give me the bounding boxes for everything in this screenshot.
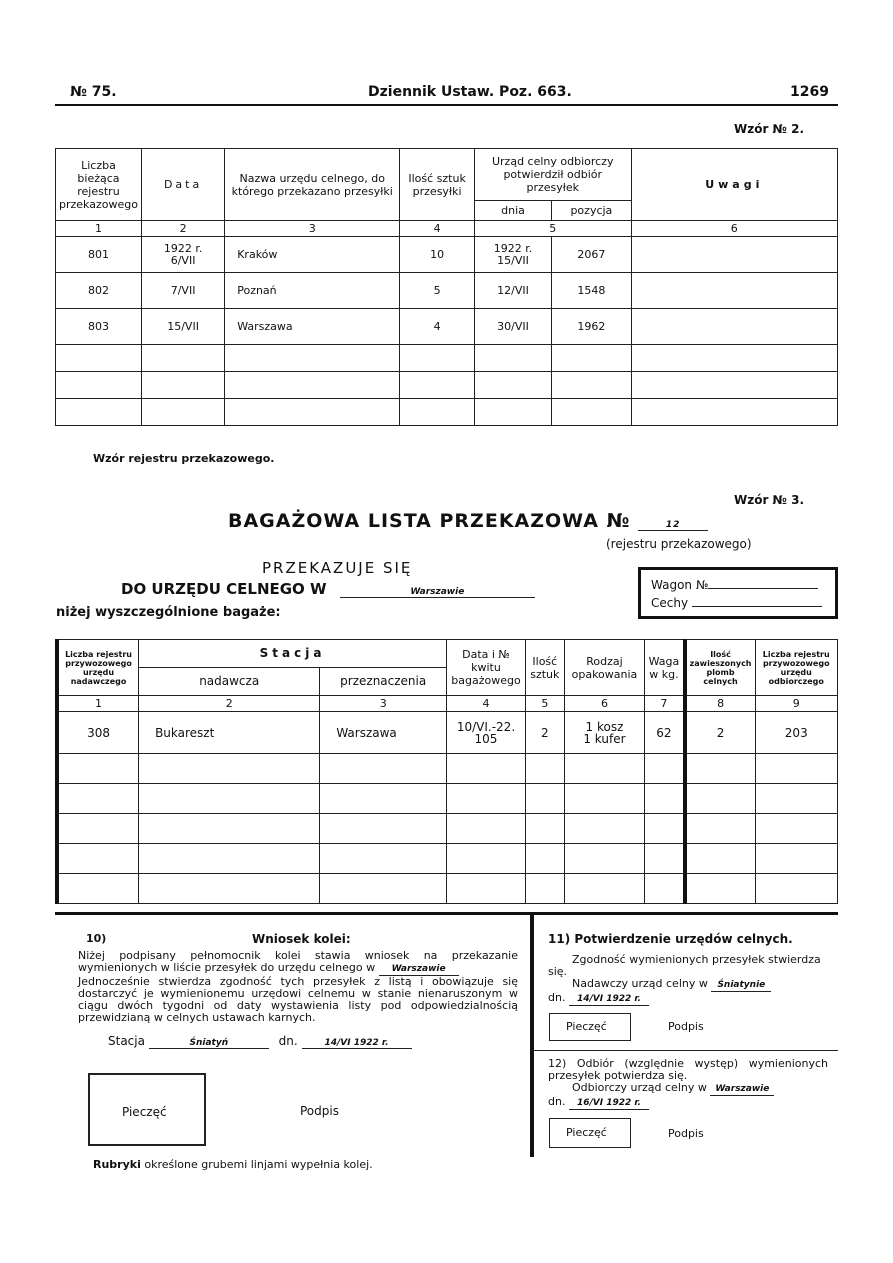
col-number: 1: [56, 221, 142, 237]
cell-packaging: [564, 712, 644, 754]
wniosek-section: [78, 932, 518, 1049]
potwierdzenie-title: Potwierdzenie urzędów celnych.: [574, 932, 793, 946]
footnote-bold: Rubryki: [93, 1158, 141, 1171]
wniosek-paragraph-1: [78, 950, 518, 976]
table-row: [56, 237, 838, 273]
cell-position: 1962: [552, 309, 631, 345]
form3-label: Wzór № 3.: [734, 493, 805, 507]
wniosek-stamp-box: [88, 1073, 206, 1146]
odbior-dn-label: dn.: [548, 1095, 566, 1108]
col-header-pieces: Ilość sztuk: [525, 640, 564, 696]
odbior-odbiorczy: Odbiorczy urząd celny w: [572, 1081, 707, 1094]
table-row: [57, 784, 838, 814]
potwierdzenie-nadawczy: Nadawczy urząd celny w: [572, 977, 708, 990]
form3-title-text: BAGAŻOWA LISTA PRZEKAZOWA №: [228, 510, 631, 532]
table-row: [56, 309, 838, 345]
odbior-num: 12): [548, 1057, 567, 1070]
do-urzedu-text: DO URZĘDU CELNEGO W: [121, 580, 327, 598]
footnote: [93, 1158, 373, 1171]
col-header-register-in: Liczba rejestru przywozowego urzędu nadawczego: [57, 640, 139, 696]
col-number: 5: [525, 696, 564, 712]
receipt-date: 10/VI.-22.: [456, 719, 516, 734]
cell-count: 10: [400, 237, 475, 273]
col-number: 5: [474, 221, 631, 237]
footnote-text: określone grubemi linjami wypełnia kolej.: [144, 1158, 373, 1171]
wniosek-stacja-value: Śniatyń: [149, 1038, 269, 1049]
col-header-remarks: Uwagi: [631, 149, 837, 221]
wagon-box: [638, 567, 838, 619]
cell-date: 7/VII: [141, 273, 224, 309]
cell-nr: 803: [56, 309, 142, 345]
odbior-stamp-box: [549, 1118, 631, 1148]
cell-date: [141, 237, 224, 273]
cell-receipt: [447, 712, 526, 754]
cell-office: Warszawa: [225, 309, 400, 345]
form2-caption: Wzór rejestru przekazowego.: [93, 452, 275, 465]
potwierdzenie-podpis: Podpis: [668, 1020, 704, 1033]
table-row: [56, 372, 838, 399]
col-number: 4: [447, 696, 526, 712]
cell-office: Kraków: [225, 237, 400, 273]
col-header-count: Ilość sztuk przesyłki: [400, 149, 475, 221]
baggage-list-table: [55, 639, 838, 904]
journal-title: Dziennik Ustaw. Poz. 663.: [368, 84, 572, 100]
register-note: (rejestru przekazowego): [606, 537, 752, 551]
odbior-dn-value: 16/VI 1922 r.: [569, 1097, 649, 1110]
wniosek-station-line: [78, 1034, 518, 1049]
table-row: [56, 345, 838, 372]
potwierdzenie-office-line: [548, 978, 828, 992]
col-number: 6: [631, 221, 837, 237]
form2-label: Wzór № 2.: [734, 122, 805, 136]
subcol-day: dnia: [474, 201, 551, 221]
page-number: 1269: [790, 84, 829, 100]
wniosek-text-2: Jednocześnie stwierdza zgodność tych przesyłek z listą i obowiązuje się dostarczyć je wymienionemu urzędowi celnemu w stanie nienaruszonym w ciągu dwóch tygodni od daty wystawienia listy pod odpowiedzialnością przewidzianą w celnych ustawach karnych.: [78, 975, 518, 1024]
date-value: 6/VII: [170, 253, 196, 267]
subcol-destination: przeznaczenia: [320, 668, 447, 696]
col-number: 2: [139, 696, 320, 712]
bottom-divider: [530, 914, 534, 1157]
cell-nr: 802: [56, 273, 142, 309]
potwierdzenie-date-line: [548, 992, 828, 1006]
col-number: 1: [57, 696, 139, 712]
col-header-station: Stacja: [139, 640, 447, 668]
col-header-register-out: Liczba rejestru przywozowego urzędu odbiorczego: [755, 640, 838, 696]
potwierdzenie-pieczec: Pieczęć: [566, 1020, 607, 1033]
przekazuje-heading: PRZEKAZUJE SIĘ: [262, 559, 413, 577]
wniosek-text-1: Niżej podpisany pełnomocnik kolei stawia wniosek na przekazanie wymienionych w liście przesyłek do urzędu celnego w: [78, 949, 518, 974]
col-number: 3: [320, 696, 447, 712]
odbior-text: Odbiór (względnie występ) wymienionych przesyłek potwierdza się.: [548, 1057, 828, 1082]
potwierdzenie-text: Zgodność wymienionych przesyłek stwierdza się.: [548, 953, 821, 978]
packaging-1: 1 kosz: [585, 719, 624, 734]
col-header-date: Data: [141, 149, 224, 221]
potwierdzenie-nadawczy-value: Śniatynie: [711, 979, 771, 992]
wniosek-dn-value: 14/VI 1922 r.: [302, 1038, 412, 1049]
odbior-date-line: [548, 1096, 828, 1110]
odbior-pieczec: Pieczęć: [566, 1126, 607, 1139]
col-number: 8: [685, 696, 755, 712]
cell-position: 1548: [552, 273, 631, 309]
wniosek-dn-label: dn.: [278, 1034, 298, 1048]
col-number: 2: [141, 221, 224, 237]
table-row: [57, 874, 838, 904]
cell-sending: Bukareszt: [139, 712, 320, 754]
transfer-register-table: [55, 148, 838, 426]
odbior-podpis: Podpis: [668, 1127, 704, 1140]
cell-day: 30/VII: [474, 309, 551, 345]
nizej-text: niżej wyszczególnione bagaże:: [56, 605, 281, 620]
cell-pieces: 2: [525, 712, 564, 754]
issue-number: № 75.: [70, 84, 117, 100]
potwierdzenie-dn-label: dn.: [548, 991, 566, 1004]
wniosek-heading: [78, 932, 518, 948]
form3-title: [228, 510, 708, 532]
day-value: 15/VII: [497, 253, 529, 267]
odbior-odbiorczy-value: Warszawie: [710, 1083, 774, 1096]
odbior-section: [548, 1058, 828, 1110]
cell-day: 12/VII: [474, 273, 551, 309]
receipt-number: 105: [474, 731, 498, 746]
cechy-line: [651, 594, 825, 612]
do-urzedu-value: Warszawie: [340, 587, 535, 598]
cell-day: [474, 237, 551, 273]
year-note: 1922 r.: [163, 241, 203, 255]
table-row: [56, 399, 838, 426]
odbior-office-line: [548, 1082, 828, 1096]
table-row: [57, 844, 838, 874]
cell-seals: 2: [685, 712, 755, 754]
potwierdzenie-section: [548, 932, 828, 1006]
col-header-office-name: Nazwa urzędu celnego, do którego przekazano przesyłki: [225, 149, 400, 221]
cechy-label: Cechy: [651, 596, 689, 610]
do-urzedu-heading: [121, 580, 535, 598]
cell-register-out: 203: [755, 712, 838, 754]
cell-destination: Warszawa: [320, 712, 447, 754]
header-rule: [55, 104, 838, 106]
wagon-label: Wagon №: [651, 578, 709, 592]
cell-count: 4: [400, 309, 475, 345]
col-number: 3: [225, 221, 400, 237]
col-header-register-no: Liczba bieżąca rejestru przekazowego: [56, 149, 142, 221]
col-number: 6: [564, 696, 644, 712]
potwierdzenie-stamp-box: [549, 1013, 631, 1041]
wniosek-pieczec: Pieczęć: [122, 1105, 167, 1119]
col-header-confirmed: Urząd celny odbiorczy potwierdził odbiór przesyłek: [474, 149, 631, 201]
right-divider: [534, 1050, 838, 1051]
cell-register-in: 308: [57, 712, 139, 754]
wniosek-title: Wniosek kolei:: [252, 932, 351, 946]
subcol-sending: nadawcza: [139, 668, 320, 696]
wniosek-num: 10): [86, 932, 107, 945]
col-header-weight: Waga w kg.: [645, 640, 685, 696]
cell-date: 15/VII: [141, 309, 224, 345]
year-note: 1922 r.: [493, 241, 533, 255]
col-number: 9: [755, 696, 838, 712]
cell-remarks: [631, 237, 837, 273]
col-header-receipt: Data i № kwitu bagażowego: [447, 640, 526, 696]
table-row: [57, 814, 838, 844]
cell-office: Poznań: [225, 273, 400, 309]
packaging-2: 1 kufer: [583, 731, 626, 746]
potwierdzenie-num: 11): [548, 932, 571, 946]
cell-weight: 62: [645, 712, 685, 754]
bottom-rule: [55, 912, 838, 915]
cell-remarks: [631, 309, 837, 345]
table-row: [57, 712, 838, 754]
col-header-seals: Ilość zawieszonych plomb celnych: [685, 640, 755, 696]
cell-remarks: [631, 273, 837, 309]
list-number: 12: [638, 520, 708, 531]
col-header-packaging: Rodzaj opakowania: [564, 640, 644, 696]
cell-count: 5: [400, 273, 475, 309]
col-number: 4: [400, 221, 475, 237]
cell-nr: 801: [56, 237, 142, 273]
table-row: [57, 754, 838, 784]
cell-position: 2067: [552, 237, 631, 273]
wniosek-stacja-label: Stacja: [108, 1034, 145, 1048]
odbior-text-line: [548, 1058, 828, 1082]
subcol-position: pozycja: [552, 201, 631, 221]
wniosek-text-1-value: Warszawie: [379, 963, 459, 976]
table-row: [56, 273, 838, 309]
potwierdzenie-heading: [548, 932, 828, 946]
wniosek-podpis: Podpis: [300, 1104, 339, 1118]
col-number: 7: [645, 696, 685, 712]
wagon-line: [651, 576, 825, 594]
potwierdzenie-dn-value: 14/VI 1922 r.: [569, 993, 649, 1006]
